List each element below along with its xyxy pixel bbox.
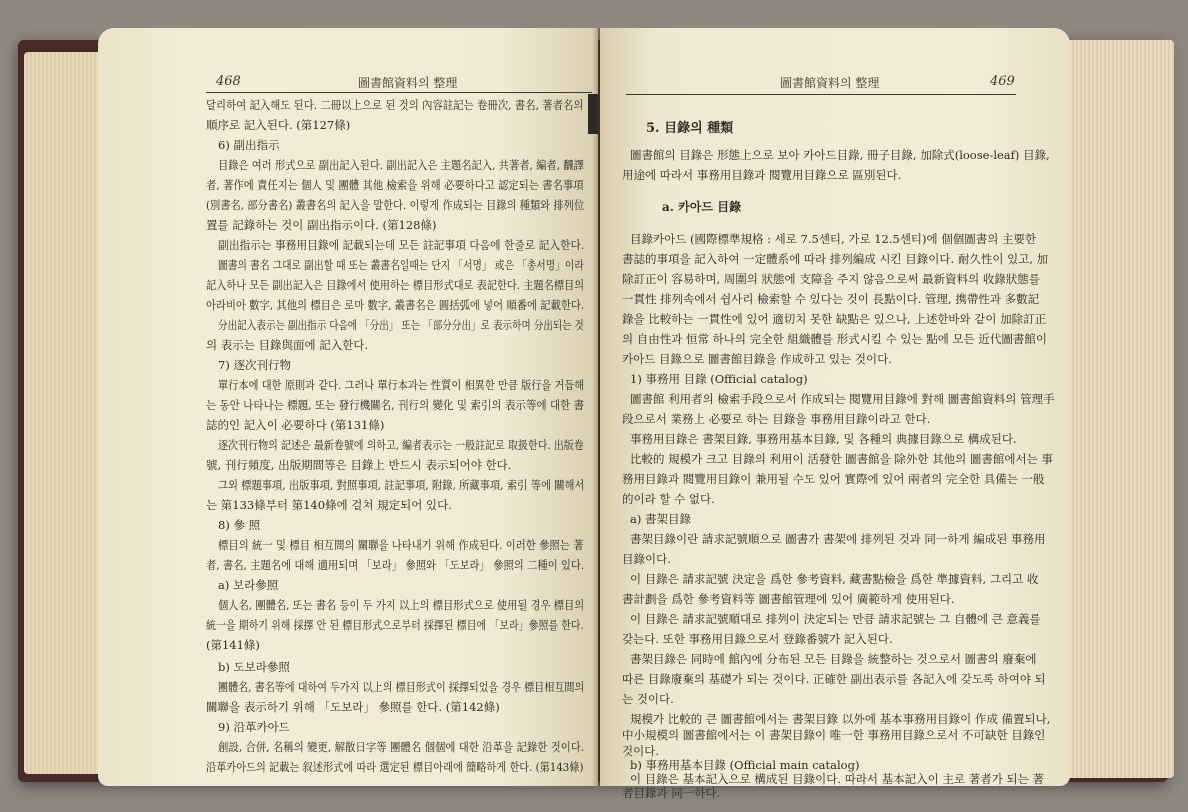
text-line: 는 동안 나타나는 標題, 또는 發行機關名, 刊行의 變化 및 索引의 表示等에 대한 書 xyxy=(206,398,585,412)
subheading: 7) 逐次刊行物 xyxy=(218,358,291,372)
subheading: 6) 副出指示 xyxy=(218,138,280,152)
text-line: 따른 目錄廢棄의 基礎가 되는 것이다. 正確한 副出表示를 各記入에 갖도록 하여야 되 xyxy=(622,672,1046,686)
text-line: 沿革카아드의 記載는 叙述形式에 따라 選定된 標目아래에 簡略하게 한다. (第143條) xyxy=(206,760,584,774)
subheading: b) 도보라參照 xyxy=(218,660,290,674)
text-line: 書架目錄이란 請求記號順으로 圖書가 書架에 排列된 것과 同一하게 編成된 事務用 xyxy=(630,532,1046,546)
subsection-heading: a. 카아드 目錄 xyxy=(662,200,742,214)
left-running-head: 圖書館資料의 整理 xyxy=(358,76,458,90)
right-page-number: 469 xyxy=(990,74,1015,89)
left-page xyxy=(98,28,598,786)
text-line: 號, 刊行頻度, 出版期間等은 目錄上 반드시 表示되어야 한다. xyxy=(206,458,512,472)
text-line: 逐次刊行物의 記述은 最新卷號에 의하고, 編者表示는 一般註記로 取扱한다. 出版卷 xyxy=(218,438,584,452)
subheading: 1) 事務用 目錄 (Official catalog) xyxy=(630,372,808,386)
text-line: 書誌的事項을 記入하여 一定體系에 따라 排列編成 시킨 目錄이다. 耐久性이 있고, 加 xyxy=(622,252,1049,266)
text-line: 달리하여 記入해도 된다. 二冊以上으로 된 것의 內容註記는 卷冊次, 書名, 著者名의 xyxy=(206,98,584,112)
text-line: 分出記入表示는 副出指示 다음에 「分出」 또는 「部分分出」로 表示하며 分出되는 것 xyxy=(218,318,584,332)
text-line: 用途에 따라서 事務用目錄과 閱覽用目錄으로 區別된다. xyxy=(622,168,902,182)
text-line: 標目의 統一 및 標目 相互間의 關聯을 나타내기 위해 作成된다. 이러한 參照는 著 xyxy=(218,538,584,552)
text-line: (第141條) xyxy=(206,638,260,652)
text-line: 그외 標題事項, 出版事項, 對照事項, 註記事項, 附錄, 所藏事項, 索引 等에 關해서 xyxy=(218,478,585,492)
subheading: b) 事務用基本目錄 (Official main catalog) xyxy=(630,758,860,772)
text-line: 的이라 할 수 없다. xyxy=(622,492,715,506)
text-line: 單行本에 대한 原則과 같다. 그러나 單行本과는 性質이 相異한 만큼 版行을 거듭해 xyxy=(218,378,585,392)
text-line: 一貫性 排列속에서 쉽사리 檢索할 수 있다는 것이 長點이다. 管理, 携帶性과 多數記 xyxy=(622,292,1040,306)
text-line: 除訂正이 容易하며, 周圍의 狀態에 支障을 주지 않음으로써 最新資料의 收錄狀態를 xyxy=(622,272,1041,286)
text-line: 는 것이다. xyxy=(622,692,674,706)
right-running-head: 圖書館資料의 整理 xyxy=(780,76,880,90)
subheading: 9) 沿革카아드 xyxy=(218,720,290,734)
right-page xyxy=(600,28,1070,800)
text-line: 아라비아 數字, 其他의 標目은 로마 數字, 叢書名은 圓括弧에 넣어 順番에 記載한다. xyxy=(206,298,585,312)
text-line: 團體名, 書名等에 대하여 두가지 以上의 標目形式이 採擇되었을 경우 標目相互間의 xyxy=(218,680,585,694)
text-line: 圖書館 利用者의 檢索手段으로서 作成되는 閱覽用目錄에 對해 圖書館資料의 管理手 xyxy=(630,392,1055,406)
text-line: 者, 書名, 主題名에 대해 適用되며 「보라」 參照와 「도보라」 參照의 二種이 있다. xyxy=(206,558,585,572)
text-line: 置를 記錄하는 것이 副出指示이다. (第128條) xyxy=(206,218,437,232)
left-header-rule xyxy=(206,92,592,93)
text-line: 圖書館의 目錄은 形態上으로 보아 카아드目錄, 冊子目錄, 加除式(loose-leaf) 目錄, xyxy=(630,148,1050,162)
text-line: 副出指示는 事務用目錄에 記載되는데 모든 註記事項 다음에 한줄로 記入한다. xyxy=(218,238,585,252)
text-line: 誌的인 記入이 必要하다 (第131條) xyxy=(206,418,385,432)
text-line: 錄을 比較하는 一貫性에 있어 適切치 못한 缺點은 있으나, 上述한바와 같이 加除訂正 xyxy=(622,312,1047,326)
text-line: 者目錄과 同一하다. xyxy=(622,786,721,800)
text-line: 갖는다. 또한 事務用目錄으로서 登錄番號가 記入된다. xyxy=(622,632,893,646)
text-line: 의 自由性과 恒常 하나의 完全한 組織體를 形式시킬 수 있는 點에 모든 近代圖書館이 xyxy=(622,332,1047,346)
text-line: 順序로 記入된다. (第127條) xyxy=(206,118,351,132)
text-line: 는 第133條부터 第140條에 걸쳐 規定되어 있다. xyxy=(206,498,452,512)
text-line: 事務用目錄은 書架目錄, 事務用基本目錄, 및 各種의 典據目錄으로 構成된다. xyxy=(630,432,1017,446)
section-heading: 5. 目錄의 種類 xyxy=(646,121,734,136)
text-line: 比較的 規模가 크고 目錄의 利用이 活發한 圖書館을 除外한 其他의 圖書館에서는 事 xyxy=(630,452,1053,466)
text-line: 이 目錄은 請求記號順대로 排列이 決定되는 만큼 請求記號는 그 自體에 큰 意義를 xyxy=(630,612,1041,626)
text-line: 務用目錄과 閱覽用目錄이 兼用될 수도 있어 實際에 있어 兩者의 完全한 具備는 一般 xyxy=(622,472,1045,486)
text-line: 카아드 目錄으로 圖書館目錄을 作成하고 있는 것이다. xyxy=(622,352,892,366)
text-line: 書架目錄은 同時에 館內에 分布된 모든 目錄을 統整하는 것으로서 圖書의 廢棄에 xyxy=(630,652,1037,666)
text-line: 規模가 比較的 큰 圖書館에서는 書架目錄 以外에 基本事務用目錄이 作成 備置되나, xyxy=(630,712,1051,726)
text-line: 目錄카아드 (國際標準規格 : 세로 7.5센티, 가로 12.5센티)에 個個圖書의 主要한 xyxy=(630,232,1037,246)
right-header-rule xyxy=(626,94,1016,95)
text-line: 者, 著作에 責任지는 個人 및 團體 其他 檢索을 위해 必要하다고 認定되는 書名事項 xyxy=(206,178,584,192)
text-line: 目錄이다. xyxy=(622,552,671,566)
text-line: 이 目錄은 基本記入으로 構成된 目錄이다. 따라서 基本記入이 主로 著者가 되는 著 xyxy=(630,772,1044,786)
left-page-number: 468 xyxy=(216,74,241,89)
text-line: 創設, 合併, 名稱의 變更, 解散日字等 團體名 個個에 대한 沿革을 記錄한 것이다. xyxy=(218,740,585,754)
text-line: 中小規模의 圖書館에서는 이 書架目錄이 唯一한 事務用目錄으로서 不可缺한 目錄인 xyxy=(622,728,1046,742)
text-line: 이 目錄은 請求記號 決定을 爲한 參考資料, 藏書點檢을 爲한 準據資料, 그리고 收 xyxy=(630,572,1039,586)
text-line: 段으로서 業務上 必要로 하는 目錄을 事務用目錄이라고 한다. xyxy=(622,412,931,426)
text-line: 記入하나 모든 副出記入은 目錄에서 使用하는 標目形式대로 表記한다. 主題名標目의 xyxy=(206,278,585,292)
text-line: 目錄은 여러 形式으로 副出記入된다. 副出記入은 主題名記入, 共著者, 編者, 飜譯 xyxy=(218,158,584,172)
text-line: 書計劃을 爲한 參考資料等 圖書館管理에 있어 廣範하게 使用된다. xyxy=(622,592,955,606)
text-line: 것이다. xyxy=(622,744,659,758)
subheading: a) 보라參照 xyxy=(218,578,279,592)
text-line: 圖書의 書名 그대로 副出할 때 또는 叢書名일때는 단지 「서명」 或은 「총서명」이라 xyxy=(218,258,584,272)
text-line: (別書名, 部分書名) 叢書名의 記入을 말한다. 이렇게 作成되는 目錄의 種類와 排列位 xyxy=(206,198,585,212)
text-line: 統一을 期하기 위해 採擇 안 된 標目形式으로부터 採擇된 標目에 「보라」參照를 한다. xyxy=(206,618,584,632)
subheading: 8) 參 照 xyxy=(218,518,261,532)
subheading: a) 書架目錄 xyxy=(630,512,691,526)
text-line: 個人名, 團體名, 또는 書名 등이 두 가지 以上의 標目形式으로 使用될 경우 標目의 xyxy=(218,598,585,612)
text-line: 의 表示는 目錄與面에 記入한다. xyxy=(206,338,369,352)
text-line: 關聯을 表示하기 위해 「도보라」 參照를 한다. (第142條) xyxy=(206,700,500,714)
